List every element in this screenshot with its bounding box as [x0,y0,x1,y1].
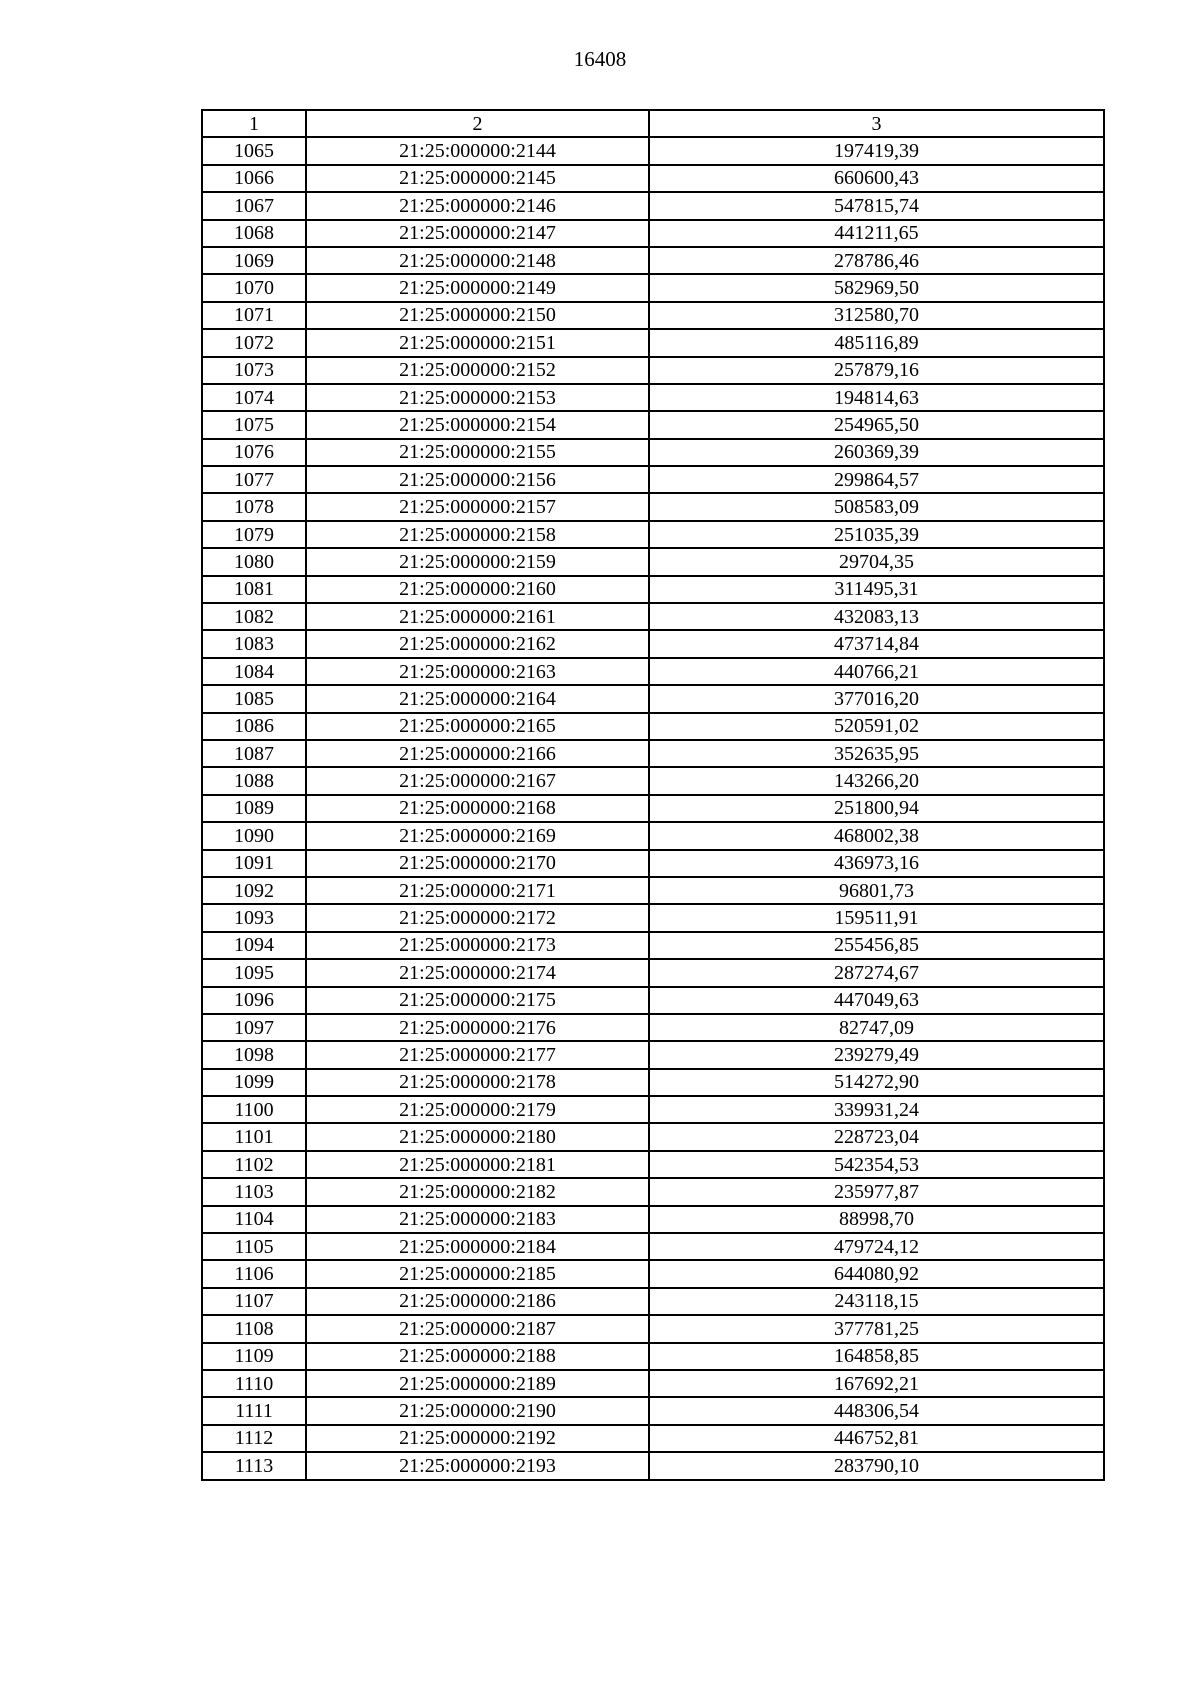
row-number-cell: 1087 [202,740,306,767]
row-number-cell: 1075 [202,411,306,438]
table-row [202,576,1104,603]
value-cell: 283790,10 [649,1452,1104,1479]
table-row [202,630,1104,657]
table-row [202,411,1104,438]
value-cell: 167692,21 [649,1370,1104,1397]
table-row [202,274,1104,301]
row-number-cell: 1088 [202,767,306,794]
cadastral-number-cell: 21:25:000000:2164 [306,685,649,712]
cadastral-number-cell: 21:25:000000:2174 [306,959,649,986]
table-row [202,302,1104,329]
row-number-cell: 1093 [202,904,306,931]
value-cell: 508583,09 [649,493,1104,520]
row-number-cell: 1083 [202,630,306,657]
row-number-cell: 1106 [202,1260,306,1287]
cadastral-number-cell: 21:25:000000:2190 [306,1397,649,1424]
table-row [202,247,1104,274]
value-cell: 197419,39 [649,137,1104,164]
row-number-cell: 1068 [202,220,306,247]
value-cell: 88998,70 [649,1206,1104,1233]
value-cell: 339931,24 [649,1096,1104,1123]
table-row [202,357,1104,384]
cadastral-number-cell: 21:25:000000:2159 [306,548,649,575]
row-number-cell: 1076 [202,439,306,466]
value-cell: 96801,73 [649,877,1104,904]
value-cell: 243118,15 [649,1288,1104,1315]
cadastral-number-cell: 21:25:000000:2176 [306,1014,649,1041]
value-cell: 299864,57 [649,466,1104,493]
value-cell: 436973,16 [649,850,1104,877]
row-number-cell: 1100 [202,1096,306,1123]
value-cell: 251035,39 [649,521,1104,548]
table-row [202,740,1104,767]
value-cell: 479724,12 [649,1233,1104,1260]
cadastral-number-cell: 21:25:000000:2151 [306,329,649,356]
column-header-3: 3 [649,110,1104,137]
row-number-cell: 1074 [202,384,306,411]
value-cell: 660600,43 [649,165,1104,192]
row-number-cell: 1070 [202,274,306,301]
table-row [202,439,1104,466]
cadastral-number-cell: 21:25:000000:2187 [306,1315,649,1342]
cadastral-number-cell: 21:25:000000:2150 [306,302,649,329]
cadastral-number-cell: 21:25:000000:2180 [306,1123,649,1150]
value-cell: 468002,38 [649,822,1104,849]
value-cell: 311495,31 [649,576,1104,603]
cadastral-number-cell: 21:25:000000:2193 [306,1452,649,1479]
table-row [202,192,1104,219]
table-row [202,1425,1104,1452]
value-cell: 235977,87 [649,1178,1104,1205]
cadastral-number-cell: 21:25:000000:2182 [306,1178,649,1205]
column-header-1: 1 [202,110,306,137]
value-cell: 312580,70 [649,302,1104,329]
value-cell: 582969,50 [649,274,1104,301]
value-cell: 377016,20 [649,685,1104,712]
value-cell: 278786,46 [649,247,1104,274]
value-cell: 159511,91 [649,904,1104,931]
cadastral-number-cell: 21:25:000000:2147 [306,220,649,247]
value-cell: 377781,25 [649,1315,1104,1342]
row-number-cell: 1094 [202,932,306,959]
row-number-cell: 1078 [202,493,306,520]
cadastral-number-cell: 21:25:000000:2154 [306,411,649,438]
row-number-cell: 1081 [202,576,306,603]
value-cell: 520591,02 [649,713,1104,740]
cadastral-number-cell: 21:25:000000:2175 [306,987,649,1014]
cadastral-number-cell: 21:25:000000:2170 [306,850,649,877]
row-number-cell: 1111 [202,1397,306,1424]
cadastral-number-cell: 21:25:000000:2181 [306,1151,649,1178]
cadastral-number-cell: 21:25:000000:2157 [306,493,649,520]
table-row [202,658,1104,685]
table-header-row [202,110,1104,137]
row-number-cell: 1073 [202,357,306,384]
table-row [202,1069,1104,1096]
value-cell: 164858,85 [649,1343,1104,1370]
row-number-cell: 1101 [202,1123,306,1150]
cadastral-number-cell: 21:25:000000:2160 [306,576,649,603]
value-cell: 228723,04 [649,1123,1104,1150]
value-cell: 542354,53 [649,1151,1104,1178]
row-number-cell: 1086 [202,713,306,740]
cadastral-number-cell: 21:25:000000:2167 [306,767,649,794]
row-number-cell: 1110 [202,1370,306,1397]
value-cell: 352635,95 [649,740,1104,767]
table-row [202,1343,1104,1370]
table-row [202,1288,1104,1315]
row-number-cell: 1105 [202,1233,306,1260]
row-number-cell: 1089 [202,795,306,822]
table-row [202,466,1104,493]
row-number-cell: 1085 [202,685,306,712]
cadastral-number-cell: 21:25:000000:2162 [306,630,649,657]
value-cell: 239279,49 [649,1041,1104,1068]
cadastral-number-cell: 21:25:000000:2185 [306,1260,649,1287]
cadastral-number-cell: 21:25:000000:2166 [306,740,649,767]
value-cell: 254965,50 [649,411,1104,438]
table-row [202,384,1104,411]
table-row [202,1370,1104,1397]
table-row [202,220,1104,247]
row-number-cell: 1103 [202,1178,306,1205]
value-cell: 446752,81 [649,1425,1104,1452]
table-row [202,1014,1104,1041]
table-row [202,1315,1104,1342]
row-number-cell: 1096 [202,987,306,1014]
table-row [202,1206,1104,1233]
cadastral-number-cell: 21:25:000000:2144 [306,137,649,164]
value-cell: 251800,94 [649,795,1104,822]
value-cell: 82747,09 [649,1014,1104,1041]
row-number-cell: 1082 [202,603,306,630]
table-row [202,877,1104,904]
cadastral-number-cell: 21:25:000000:2149 [306,274,649,301]
row-number-cell: 1091 [202,850,306,877]
row-number-cell: 1112 [202,1425,306,1452]
cadastral-number-cell: 21:25:000000:2165 [306,713,649,740]
value-cell: 29704,35 [649,548,1104,575]
value-cell: 547815,74 [649,192,1104,219]
table-row [202,822,1104,849]
cadastral-number-cell: 21:25:000000:2146 [306,192,649,219]
value-cell: 194814,63 [649,384,1104,411]
row-number-cell: 1097 [202,1014,306,1041]
cadastral-number-cell: 21:25:000000:2145 [306,165,649,192]
data-table [201,109,1105,1481]
row-number-cell: 1067 [202,192,306,219]
row-number-cell: 1071 [202,302,306,329]
row-number-cell: 1077 [202,466,306,493]
value-cell: 514272,90 [649,1069,1104,1096]
cadastral-number-cell: 21:25:000000:2178 [306,1069,649,1096]
row-number-cell: 1109 [202,1343,306,1370]
row-number-cell: 1080 [202,548,306,575]
table-row [202,1260,1104,1287]
table-row [202,329,1104,356]
table-row [202,767,1104,794]
value-cell: 448306,54 [649,1397,1104,1424]
cadastral-number-cell: 21:25:000000:2158 [306,521,649,548]
row-number-cell: 1099 [202,1069,306,1096]
value-cell: 255456,85 [649,932,1104,959]
table-row [202,987,1104,1014]
table-row [202,1151,1104,1178]
row-number-cell: 1079 [202,521,306,548]
table-row [202,521,1104,548]
value-cell: 257879,16 [649,357,1104,384]
cadastral-number-cell: 21:25:000000:2163 [306,658,649,685]
table-row [202,1397,1104,1424]
cadastral-number-cell: 21:25:000000:2192 [306,1425,649,1452]
value-cell: 260369,39 [649,439,1104,466]
value-cell: 287274,67 [649,959,1104,986]
row-number-cell: 1066 [202,165,306,192]
cadastral-number-cell: 21:25:000000:2184 [306,1233,649,1260]
value-cell: 432083,13 [649,603,1104,630]
cadastral-number-cell: 21:25:000000:2156 [306,466,649,493]
table-row [202,1096,1104,1123]
row-number-cell: 1090 [202,822,306,849]
table-row [202,795,1104,822]
table-body [202,137,1104,1479]
cadastral-number-cell: 21:25:000000:2168 [306,795,649,822]
row-number-cell: 1108 [202,1315,306,1342]
cadastral-number-cell: 21:25:000000:2186 [306,1288,649,1315]
row-number-cell: 1092 [202,877,306,904]
column-header-2: 2 [306,110,649,137]
table-row [202,685,1104,712]
cadastral-number-cell: 21:25:000000:2148 [306,247,649,274]
cadastral-number-cell: 21:25:000000:2188 [306,1343,649,1370]
row-number-cell: 1104 [202,1206,306,1233]
row-number-cell: 1113 [202,1452,306,1479]
value-cell: 441211,65 [649,220,1104,247]
row-number-cell: 1107 [202,1288,306,1315]
row-number-cell: 1069 [202,247,306,274]
table-row [202,1041,1104,1068]
cadastral-number-cell: 21:25:000000:2177 [306,1041,649,1068]
row-number-cell: 1065 [202,137,306,164]
cadastral-number-cell: 21:25:000000:2153 [306,384,649,411]
table-row [202,1178,1104,1205]
table-row [202,904,1104,931]
table-row [202,932,1104,959]
table-row [202,1233,1104,1260]
row-number-cell: 1072 [202,329,306,356]
table-row [202,548,1104,575]
table-row [202,1123,1104,1150]
value-cell: 644080,92 [649,1260,1104,1287]
table-row [202,165,1104,192]
row-number-cell: 1095 [202,959,306,986]
value-cell: 473714,84 [649,630,1104,657]
table-row [202,137,1104,164]
cadastral-number-cell: 21:25:000000:2171 [306,877,649,904]
value-cell: 485116,89 [649,329,1104,356]
table-row [202,850,1104,877]
cadastral-number-cell: 21:25:000000:2152 [306,357,649,384]
table-row [202,493,1104,520]
page-number: 16408 [573,47,627,71]
cadastral-number-cell: 21:25:000000:2179 [306,1096,649,1123]
table-row [202,603,1104,630]
value-cell: 440766,21 [649,658,1104,685]
cadastral-number-cell: 21:25:000000:2172 [306,904,649,931]
table-row [202,959,1104,986]
cadastral-number-cell: 21:25:000000:2161 [306,603,649,630]
row-number-cell: 1084 [202,658,306,685]
value-cell: 447049,63 [649,987,1104,1014]
cadastral-number-cell: 21:25:000000:2189 [306,1370,649,1397]
value-cell: 143266,20 [649,767,1104,794]
row-number-cell: 1102 [202,1151,306,1178]
cadastral-number-cell: 21:25:000000:2183 [306,1206,649,1233]
table-row [202,713,1104,740]
row-number-cell: 1098 [202,1041,306,1068]
cadastral-number-cell: 21:25:000000:2173 [306,932,649,959]
cadastral-number-cell: 21:25:000000:2155 [306,439,649,466]
cadastral-number-cell: 21:25:000000:2169 [306,822,649,849]
table-row [202,1452,1104,1479]
